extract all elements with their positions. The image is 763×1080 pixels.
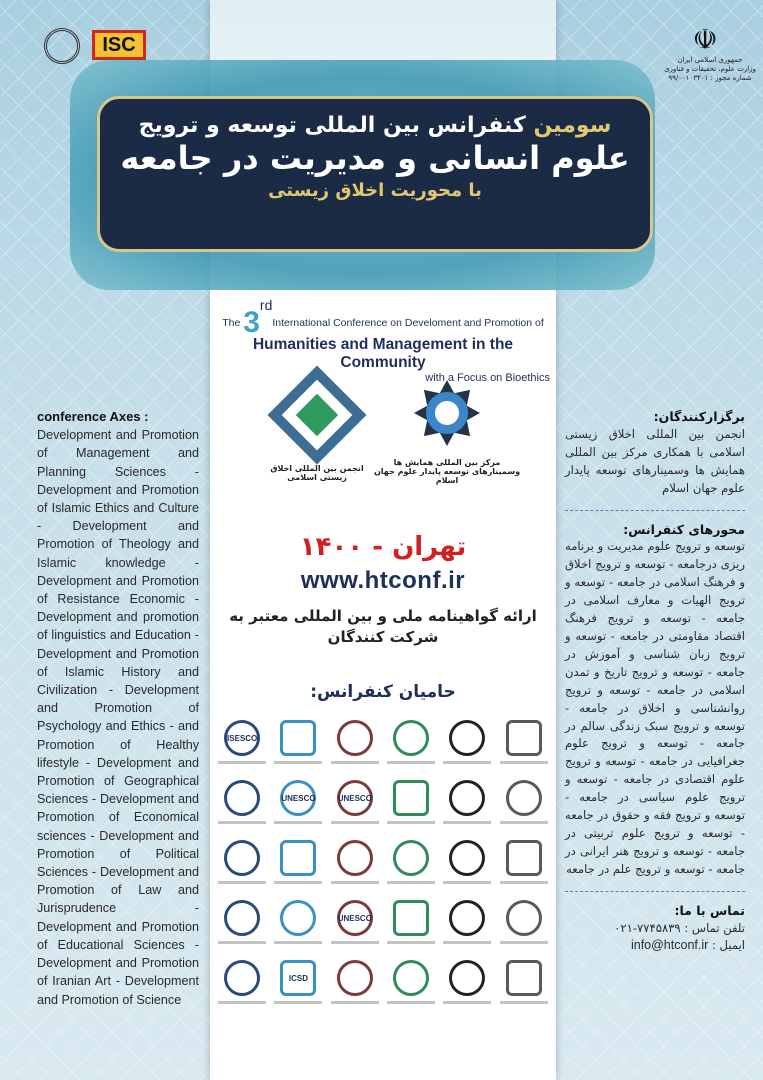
sponsor-logo <box>496 960 552 1014</box>
city-year: تهران - ۱۴۰۰ <box>299 532 467 562</box>
sponsor-logo <box>383 840 439 894</box>
sponsor-logo <box>214 780 270 834</box>
axes-body-fa: توسعه و ترویج علوم مدیریت و برنامه ریزی درجامعه - توسعه و ترویج اخلاق و فرهنگ اسلامی در جامعه - توسعه و ترویج الهیات و معارف اسلامی در جامعه - توسعه و ترویج فرهنگ اقتصاد مقاومتی در جامعه - توسعه و ترویج زبان شناسی و آموزش در جامعه - توسعه و ترویج تاریخ و تمدن اسلامی در جامعه - توسعه و ترویج روانشناسی و اخلاق در جامعه - توسعه و ترویج سبک زندگی سالم در جامعه - توسعه و ترویج علوم جغرافیایی در جامعه - توسعه و ترویج علوم اقتصادی در جامعه - توسعه و ترویج علوم سیاسی در جامعه - توسعه و ترویج فقه و حقوق در جامعه - توسعه و ترویج علوم تربیتی در جامعه - توسعه و ترویج هنر ایرانی در جامعه - توسعه و ترویج علم در جامعه <box>565 539 745 876</box>
sponsor-logo-mark <box>280 720 316 756</box>
emblem-line: وزارت علوم، تحقیقات و فناوری <box>664 65 756 73</box>
sponsor-logo-mark <box>224 900 260 936</box>
banner-line1 <box>100 113 650 138</box>
sponsor-logo <box>214 840 270 894</box>
sponsor-logo <box>383 960 439 1014</box>
sponsor-caption <box>218 941 266 944</box>
sponsor-caption <box>500 761 548 764</box>
email-link[interactable]: info@htconf.ir <box>630 938 709 953</box>
sponsor-logo-mark <box>506 840 542 876</box>
sponsor-caption <box>331 941 379 944</box>
sponsor-logo <box>439 900 495 954</box>
sponsor-logo-mark <box>280 900 316 936</box>
university-logo <box>44 28 80 64</box>
sponsor-caption <box>331 761 379 764</box>
sponsor-logo-mark <box>337 960 373 996</box>
sponsor-logo-mark <box>449 960 485 996</box>
sponsor-caption <box>443 821 491 824</box>
sponsor-logo <box>270 840 326 894</box>
email-label: ایمیل : <box>708 938 745 953</box>
sponsor-caption <box>274 941 322 944</box>
sponsor-logo <box>214 900 270 954</box>
permit-number: شماره مجوز : ۹۹/۰۰۱۰۳۴۰۱ <box>668 74 752 82</box>
knot-logo-icon <box>268 366 367 465</box>
organizer-logos <box>262 380 522 490</box>
sponsor-logo-mark <box>506 780 542 816</box>
sponsor-logo <box>439 840 495 894</box>
sponsor-logo <box>327 780 383 834</box>
sponsor-caption <box>387 941 435 944</box>
sponsor-caption <box>218 761 266 764</box>
sponsor-logo-mark <box>224 840 260 876</box>
sponsor-logo <box>327 720 383 774</box>
iran-emblem-icon: ☫ <box>692 23 718 56</box>
sponsor-logo <box>270 900 326 954</box>
sponsors-grid <box>214 720 552 1014</box>
sponsor-logo-mark <box>393 720 429 756</box>
sponsor-logo-mark: UNESCO <box>337 900 373 936</box>
sponsor-logo <box>327 960 383 1014</box>
sponsor-logo-mark <box>280 840 316 876</box>
sponsor-logo-mark <box>449 900 485 936</box>
sponsor-caption <box>274 1001 322 1004</box>
sponsor-logo-mark: UNESCO <box>280 780 316 816</box>
banner-line1-text: کنفرانس بین المللی توسعه و ترویج <box>138 113 534 138</box>
sponsor-logo-mark <box>506 900 542 936</box>
sponsor-caption <box>500 941 548 944</box>
sponsor-caption <box>387 821 435 824</box>
sponsor-caption <box>218 881 266 884</box>
sponsor-caption <box>331 881 379 884</box>
website-link[interactable]: www.htconf.ir <box>300 567 466 594</box>
banner-accent: سومین <box>533 113 612 138</box>
english-title <box>210 297 556 384</box>
english-line1-text: International Conference on Develoment and Promotion of <box>272 317 544 329</box>
sponsor-logo-mark <box>337 720 373 756</box>
sponsor-logo-mark <box>506 960 542 996</box>
star-logo-icon <box>414 380 480 446</box>
sponsor-logo <box>214 960 270 1014</box>
sponsor-logo <box>383 720 439 774</box>
sponsor-logo-mark <box>449 720 485 756</box>
sponsor-logo-mark <box>393 840 429 876</box>
banner-line2: علوم انسانی و مدیریت در جامعه <box>120 139 630 177</box>
sponsor-logo <box>496 900 552 954</box>
sponsor-logo-mark <box>224 960 260 996</box>
sponsor-caption <box>218 821 266 824</box>
sponsor-caption <box>274 881 322 884</box>
phone-label: تلفن تماس : <box>680 920 745 935</box>
sponsor-logo-mark <box>393 900 429 936</box>
sponsor-caption <box>331 1001 379 1004</box>
sponsor-caption <box>443 881 491 884</box>
sponsor-logo <box>270 780 326 834</box>
certificate-note: ارائه گواهینامه ملی و بین المللی معتبر به شرکت کنندگان <box>229 607 537 646</box>
sponsor-caption <box>387 761 435 764</box>
english-line1 <box>210 297 556 340</box>
sponsor-logo <box>496 720 552 774</box>
sponsor-logo-mark <box>449 780 485 816</box>
sponsor-logo <box>496 780 552 834</box>
english-line2: Humanities and Management in the Community <box>252 336 514 371</box>
axes-title-fa: محورهای کنفرانس: <box>623 521 745 537</box>
sponsor-logo <box>383 900 439 954</box>
sponsor-caption <box>274 821 322 824</box>
sponsor-logo <box>327 840 383 894</box>
sponsor-caption <box>218 1001 266 1004</box>
sponsor-logo <box>496 840 552 894</box>
banner-line3: با محوریت اخلاق زیستی <box>268 180 482 201</box>
title-banner <box>97 96 653 252</box>
phone-row <box>565 920 745 938</box>
sponsor-logo-mark <box>393 960 429 996</box>
divider <box>565 891 745 892</box>
sponsor-caption <box>443 1001 491 1004</box>
sponsor-caption <box>387 881 435 884</box>
contact-title: تماس با ما: <box>674 902 745 918</box>
organizer-logo-caption: مرکز بین المللی همایش ها وسمینارهای توسعه پایدار علوم جهان اسلام <box>373 458 521 485</box>
sponsor-caption <box>274 761 322 764</box>
sponsor-logo <box>383 780 439 834</box>
organizers-body: انجمن بین المللی اخلاق زیستی اسلامی با همکاری مرکز بین المللی همایش ها وسمینارهای توسعه پایدار علوم جهان اسلام <box>565 426 745 495</box>
english-line3: with a Focus on Bioethics <box>425 372 550 384</box>
sponsor-caption <box>500 881 548 884</box>
edition-number: 3 <box>243 306 260 339</box>
sponsor-logo-mark <box>337 840 373 876</box>
left-axes-panel <box>37 408 199 1009</box>
sponsor-logo-mark <box>506 720 542 756</box>
right-info-panel <box>565 408 745 955</box>
sponsors-title: حامیان کنفرانس: <box>310 682 456 702</box>
sponsor-logo <box>214 720 270 774</box>
organizers-title: برگزارکنندگان: <box>653 409 745 424</box>
sponsor-caption <box>500 1001 548 1004</box>
sponsor-logo-mark: ICSD <box>280 960 316 996</box>
axes-title-en: conference Axes : <box>37 409 149 424</box>
the: The <box>222 317 244 329</box>
sponsor-logo <box>327 900 383 954</box>
sponsor-logo <box>439 960 495 1014</box>
sponsor-caption <box>443 941 491 944</box>
sponsor-logo-mark <box>393 780 429 816</box>
isc-logo: ISC <box>92 30 146 60</box>
sponsor-logo-mark <box>224 780 260 816</box>
sponsor-logo <box>439 720 495 774</box>
organizer-logo-1 <box>262 380 372 482</box>
organizer-logo-2 <box>372 380 522 485</box>
axes-body-en: Development and Promotion of Management and Planning Sciences - Development and Promotion of Islamic Ethics and Culture - Development and Promotion of Theology and Islamic knowledge - Development and Promotion of Resistance Economic - Development and promotion of linguistics and Education - Development and Promotion of Islamic History and Civilization - Development and Promotion of Psychology and Ethics - and Promotion of Healthy lifestyle - Development and Promotion of Geographical Sciences - Development and Promotion of Economical sciences - Development and Promotion of Political Sciences - Development and Promotion of Law and Jurisprudence - Development and Promotion of Educational Sciences - Development and Promotion of Iranian Art - Development and Promotion of Science <box>37 428 199 1007</box>
sponsor-caption <box>387 1001 435 1004</box>
sponsor-logo <box>270 720 326 774</box>
ministry-permit <box>658 56 762 83</box>
emblem-line: جمهوری اسلامی ایران <box>677 56 743 64</box>
sponsor-logo-mark <box>449 840 485 876</box>
sponsor-caption <box>443 761 491 764</box>
organizer-logo-caption: انجمن بین المللی اخلاق زیستی اسلامی <box>270 464 364 482</box>
sponsor-logo <box>270 960 326 1014</box>
sponsor-logo-mark: UNESCO <box>337 780 373 816</box>
sponsor-logo-mark: ISESCO <box>224 720 260 756</box>
sponsor-caption <box>500 821 548 824</box>
sponsor-caption <box>331 821 379 824</box>
edition-suffix: rd <box>259 297 273 313</box>
email-row <box>565 937 745 955</box>
divider <box>565 510 745 511</box>
sponsor-logo <box>439 780 495 834</box>
phone-number[interactable]: ۰۲۱-۷۷۴۵۸۳۹ <box>614 920 681 935</box>
